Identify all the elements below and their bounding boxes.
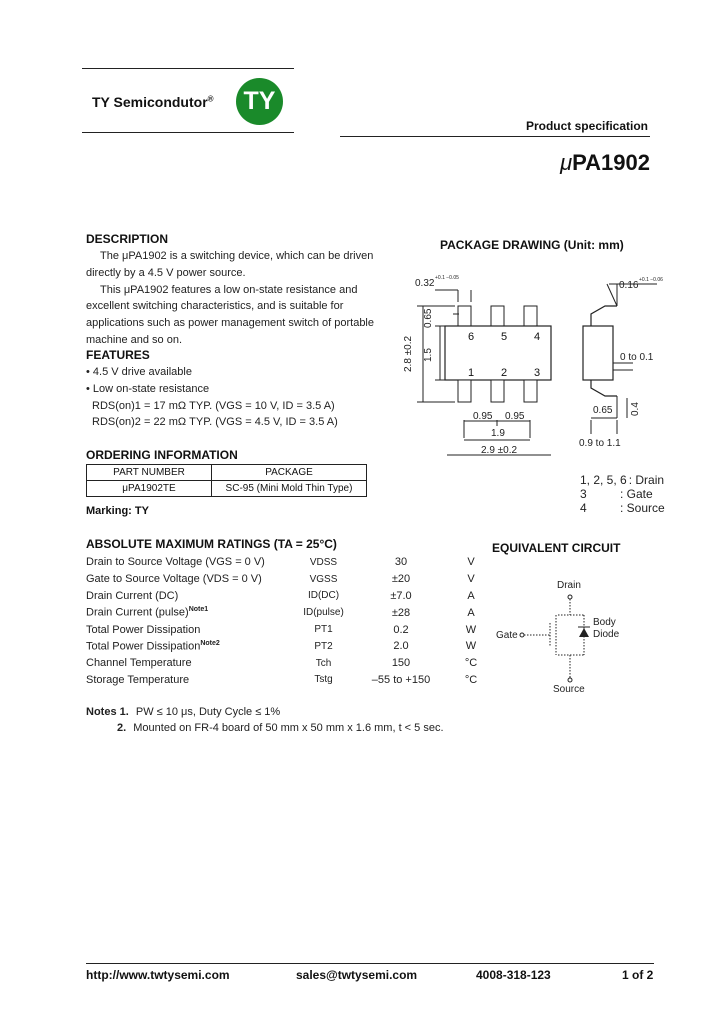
rating-value: ±28 bbox=[391, 606, 411, 619]
circuit-diode: Diode bbox=[593, 629, 620, 640]
rating-symbol: VGSS bbox=[309, 573, 338, 585]
marking: Marking: TY bbox=[86, 505, 149, 517]
rating-row bbox=[86, 621, 501, 638]
pin-3: 3 bbox=[533, 367, 541, 379]
notes-label: Notes 1. bbox=[86, 706, 129, 718]
rating-param: Total Power Dissipation bbox=[86, 640, 201, 653]
rating-note: Note2 bbox=[200, 640, 220, 648]
rating-unit: W bbox=[465, 640, 477, 653]
rating-symbol: VDSS bbox=[309, 556, 338, 568]
tol-016: +0.1 −0.06 bbox=[639, 277, 663, 283]
dim-29: 2.9 ±0.2 bbox=[481, 445, 518, 456]
rating-param: Drain Current (DC) bbox=[86, 589, 179, 602]
rating-param: Channel Temperature bbox=[86, 657, 192, 670]
rating-symbol: PT2 bbox=[314, 640, 333, 652]
ratings-table bbox=[86, 554, 501, 688]
pin-label-source: 4 : Source bbox=[580, 501, 665, 515]
logo-text: TY bbox=[243, 87, 276, 115]
rating-row bbox=[86, 571, 501, 588]
dim-28: 2.8 ±0.2 bbox=[403, 335, 414, 372]
rating-row bbox=[86, 554, 501, 571]
rating-value: –55 to +150 bbox=[371, 673, 431, 686]
dim-016: 0.16 bbox=[619, 280, 639, 291]
pin-labels bbox=[580, 473, 665, 515]
dim-0to01: 0 to 0.1 bbox=[620, 352, 654, 363]
rating-row bbox=[86, 655, 501, 672]
ratings-title: ABSOLUTE MAXIMUM RATINGS (TA = 25°C) bbox=[86, 537, 337, 551]
rating-row bbox=[86, 638, 501, 655]
ordering-table bbox=[86, 464, 367, 497]
rating-row bbox=[86, 672, 501, 689]
equivalent-circuit bbox=[490, 575, 630, 695]
feature-rds1: RDS(on)1 = 17 mΩ TYP. (VGS = 10 V, ID = 3.5 A) bbox=[92, 400, 335, 412]
feature-rds2: RDS(on)2 = 22 mΩ TYP. (VGS = 4.5 V, ID = 3.5 A) bbox=[92, 416, 338, 428]
part-title: μPA1902 bbox=[560, 150, 650, 175]
ordering-col-package: PACKAGE bbox=[212, 465, 367, 481]
footer-url[interactable]: http://www.twtysemi.com bbox=[86, 968, 230, 982]
rating-unit: W bbox=[465, 623, 477, 636]
rating-unit: A bbox=[467, 606, 475, 619]
rating-unit: V bbox=[467, 556, 475, 569]
notes bbox=[86, 706, 280, 718]
pin-1: 1 bbox=[467, 367, 475, 379]
rating-param: Gate to Source Voltage (VDS = 0 V) bbox=[86, 573, 262, 586]
rating-unit: V bbox=[467, 573, 475, 586]
ordering-title: ORDERING INFORMATION bbox=[86, 448, 238, 462]
note-2: Mounted on FR-4 board of 50 mm x 50 mm x 1.6 mm, t < 5 sec. bbox=[133, 722, 444, 734]
footer-rule bbox=[86, 963, 654, 964]
rating-value: ±7.0 bbox=[390, 589, 412, 602]
header-right-rule bbox=[340, 136, 650, 137]
ordering-part: μPA1902TE bbox=[87, 481, 212, 497]
rating-param: Storage Temperature bbox=[86, 673, 190, 686]
package-title: PACKAGE DRAWING (Unit: mm) bbox=[440, 238, 624, 252]
dim-19: 1.9 bbox=[491, 428, 505, 439]
features-title: FEATURES bbox=[86, 348, 150, 362]
rating-unit: °C bbox=[464, 657, 478, 670]
description-title: DESCRIPTION bbox=[86, 232, 169, 246]
dim-095b: 0.95 bbox=[505, 411, 525, 422]
circuit-body: Body bbox=[593, 617, 616, 628]
rating-note: Note1 bbox=[188, 606, 209, 614]
rating-row bbox=[86, 588, 501, 605]
company-name: TY Semicondutor® bbox=[92, 94, 214, 110]
rating-symbol: Tch bbox=[315, 657, 332, 669]
tol-032: +0.1 −0.05 bbox=[435, 275, 459, 281]
circuit-title: EQUIVALENT CIRCUIT bbox=[492, 541, 621, 555]
rating-value: 0.2 bbox=[393, 623, 409, 636]
description-para2: This μPA1902 features a low on-state resistance and excellent switching characteristics, and is suitable for applications such as power management switch of portable machine and so on. bbox=[86, 283, 374, 346]
rating-value: 150 bbox=[391, 657, 411, 670]
description-para1: The μPA1902 is a switching device, which can be driven directly by a 4.5 V power source. bbox=[86, 250, 374, 279]
rating-value: 2.0 bbox=[393, 640, 409, 653]
pin-label-drain: 1, 2, 5, 6 : Drain bbox=[580, 473, 665, 487]
header-top-rule bbox=[82, 68, 294, 69]
pin-6: 6 bbox=[467, 331, 475, 343]
circuit-source: Source bbox=[553, 684, 585, 695]
rating-unit: A bbox=[467, 589, 475, 602]
header-mid-rule bbox=[82, 132, 294, 133]
feature-item-2: • Low on-state resistance bbox=[86, 383, 210, 395]
doc-type: Product specification bbox=[525, 119, 648, 133]
ordering-package: SC-95 (Mini Mold Thin Type) bbox=[212, 481, 367, 497]
pin-label-gate: 3 : Gate bbox=[580, 487, 653, 501]
pin-5: 5 bbox=[500, 331, 508, 343]
pin-2: 2 bbox=[500, 367, 508, 379]
rating-row bbox=[86, 604, 501, 621]
company-logo bbox=[236, 78, 283, 125]
dim-065-horiz: 0.65 bbox=[593, 405, 613, 416]
package-drawing bbox=[395, 270, 665, 465]
rating-value: 30 bbox=[394, 556, 408, 569]
circuit-drain: Drain bbox=[557, 580, 581, 591]
dim-15: 1.5 bbox=[423, 348, 434, 362]
note-2-num: 2. bbox=[117, 722, 127, 734]
description-body bbox=[86, 248, 386, 349]
dim-09to11: 0.9 to 1.1 bbox=[579, 438, 621, 449]
rating-param: Drain Current (pulse) bbox=[86, 607, 189, 620]
dim-095a: 0.95 bbox=[473, 411, 493, 422]
rating-value: ±20 bbox=[391, 573, 411, 586]
rating-symbol: PT1 bbox=[314, 624, 333, 636]
circuit-gate: Gate bbox=[496, 630, 518, 641]
footer-phone: 4008-318-123 bbox=[476, 968, 551, 982]
dim-04: 0.4 bbox=[630, 402, 641, 416]
rating-unit: °C bbox=[464, 673, 478, 686]
note-1: PW ≤ 10 μs, Duty Cycle ≤ 1% bbox=[135, 706, 281, 718]
footer-page: 1 of 2 bbox=[622, 968, 654, 982]
rating-param: Total Power Dissipation bbox=[86, 623, 201, 636]
footer-email[interactable]: sales@twtysemi.com bbox=[296, 968, 418, 982]
pin-4: 4 bbox=[533, 331, 541, 343]
rating-param: Drain to Source Voltage (VGS = 0 V) bbox=[86, 556, 265, 569]
feature-item-1: • 4.5 V drive available bbox=[86, 366, 192, 378]
rating-symbol: Tstg bbox=[314, 674, 333, 686]
dim-065-vert: 0.65 bbox=[423, 308, 434, 328]
dim-032: 0.32 bbox=[415, 278, 435, 289]
rating-symbol: ID(DC) bbox=[307, 590, 340, 602]
rating-symbol: ID(pulse) bbox=[303, 607, 344, 619]
ordering-col-part: PART NUMBER bbox=[87, 465, 212, 481]
notes-2 bbox=[117, 722, 444, 734]
